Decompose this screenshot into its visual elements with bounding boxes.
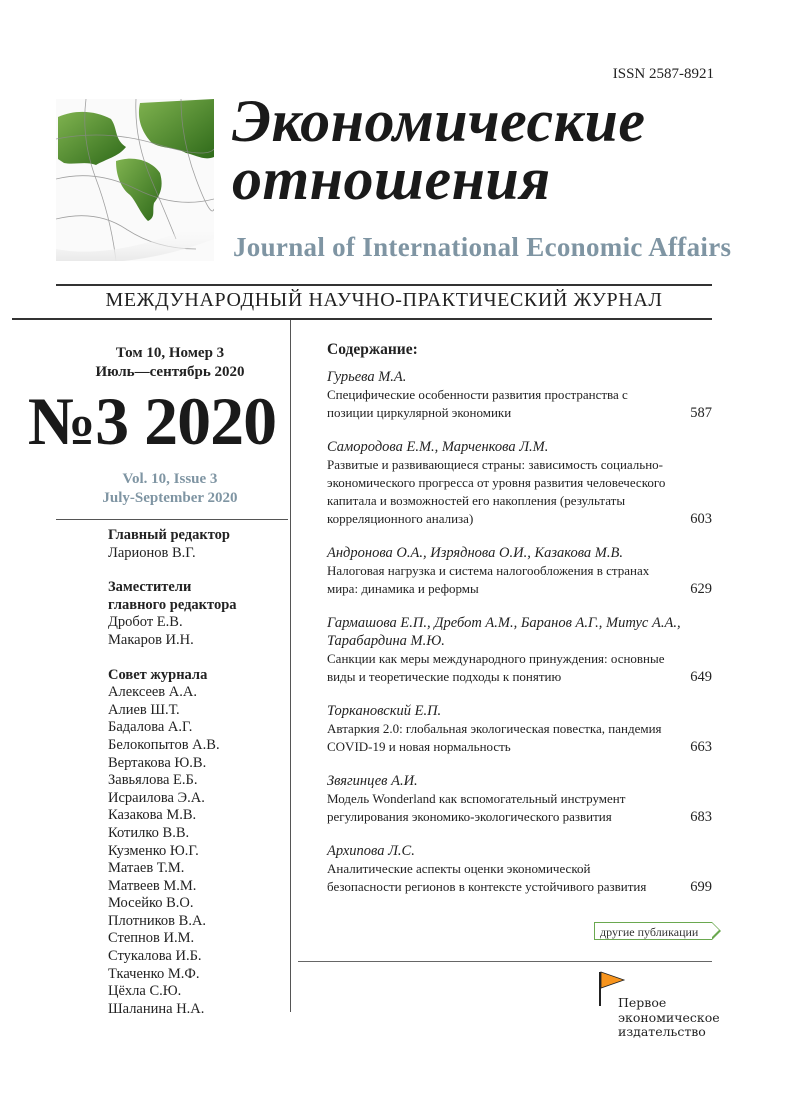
board-member: Казакова М.В. (108, 807, 197, 824)
toc-article-title[interactable]: Налоговая нагрузка и система налогообложения в странах мира: динамика и реформы (327, 563, 650, 596)
board-member: Бадалова А.Г. (108, 719, 193, 736)
contents-heading: Содержание: (327, 341, 418, 358)
chief-editor: Ларионов В.Г. (108, 544, 196, 561)
board-member: Стукалова И.Б. (108, 948, 202, 965)
journal-subtitle: МЕЖДУНАРОДНЫЙ НАУЧНО-ПРАКТИЧЕСКИЙ ЖУРНАЛ (105, 289, 663, 311)
publisher-name (618, 996, 720, 1040)
issue-period-ru: Июль—сентябрь 2020 (95, 364, 245, 380)
toc-entry[interactable] (327, 772, 712, 826)
board-member: Кузменко Ю.Г. (108, 842, 199, 859)
board-member: Алексеев А.А. (108, 684, 197, 701)
toc-authors: Самородова Е.М., Марченкова Л.М. (327, 439, 549, 455)
deputy-editor: Дробот Е.В. (108, 614, 183, 631)
publisher-name-line3: издательство (618, 1024, 706, 1039)
board-member: Вертакова Ю.В. (108, 754, 207, 771)
toc-article-title[interactable]: Модель Wonderland как вспомогательный инструмент регулирования экономико-экологического развития (327, 791, 626, 824)
board-member: Шаланина Н.А. (108, 1000, 205, 1017)
volume-info-en (60, 470, 280, 508)
toc-authors: Торкановский Е.П. (327, 703, 442, 719)
toc-authors: Гурьева М.А. (327, 369, 407, 385)
deputy-editor: Макаров И.Н. (108, 631, 194, 648)
board-member: Исраилова Э.А. (108, 789, 205, 806)
toc-page-number: 699 (690, 879, 712, 895)
table-of-contents (327, 341, 712, 912)
board-member: Алиев Ш.Т. (108, 701, 180, 718)
top-divider (56, 284, 712, 286)
deputies-list (108, 614, 288, 649)
journal-title-ru-line2: отношения (232, 146, 551, 212)
other-publications-link[interactable]: другие публикации (594, 922, 712, 940)
board-member: Мосейко В.О. (108, 895, 194, 912)
publisher-name-line2: экономическое (618, 1009, 720, 1025)
toc-entry[interactable] (327, 438, 712, 528)
toc-entry[interactable] (327, 702, 712, 756)
board-member: Белокопытов А.В. (108, 736, 220, 753)
toc-article-title[interactable]: Специфические особенности развития пространства с позиции циркулярной экономики (327, 387, 628, 420)
volume-info-ru (60, 344, 280, 382)
issue-period-en: July-September 2020 (102, 490, 238, 506)
bottom-divider (298, 961, 712, 962)
board-member: Завьялова Е.Б. (108, 772, 198, 789)
toc-list (327, 368, 712, 896)
toc-page-number: 649 (690, 669, 712, 685)
toc-page-number: 587 (690, 405, 712, 421)
toc-entry[interactable] (327, 614, 712, 686)
toc-authors: Андронова О.А., Изряднова О.И., Казакова М.В. (327, 545, 623, 561)
toc-page-number: 603 (690, 511, 712, 527)
board-list (108, 684, 288, 1018)
volume-number-ru: Том 10, Номер 3 (115, 345, 225, 361)
board-member: Котилко В.В. (108, 824, 190, 841)
toc-authors: Звягинцев А.И. (327, 773, 418, 789)
publisher-name-line1: Первое (618, 995, 667, 1010)
board-member: Ткаченко М.Ф. (108, 965, 200, 982)
toc-article-title[interactable]: Аналитические аспекты оценки экономической безопасности регионов в контексте устойчивого развития (327, 861, 647, 894)
left-divider (56, 519, 288, 520)
issn: ISSN 2587-8921 (612, 66, 714, 82)
issue-number: №3 2020 (27, 383, 277, 459)
toc-page-number: 629 (690, 581, 712, 597)
board-member: Цёхла С.Ю. (108, 983, 182, 1000)
subtitle-divider (12, 318, 712, 320)
board-member: Матаев Т.М. (108, 860, 185, 877)
toc-page-number: 683 (690, 809, 712, 825)
board-member: Плотников В.А. (108, 912, 207, 929)
chief-editor-heading: Главный редактор (108, 527, 230, 543)
puzzle-world-map-icon (56, 99, 214, 261)
toc-article-title[interactable]: Развитые и развивающиеся страны: зависимость социально-экономического прогресса от уровня развития человеческого капитала и возможностей его накопления (результаты корреляционного анализа) (327, 457, 666, 526)
toc-article-title[interactable]: Автаркия 2.0: глобальная экологическая повестка, пандемия COVID-19 и новая нормальность (327, 721, 662, 754)
editorial-board (108, 527, 288, 1018)
deputies-heading-line2: главного редактора (108, 596, 237, 613)
toc-page-number: 663 (690, 739, 712, 755)
toc-entry[interactable] (327, 842, 712, 896)
toc-entry[interactable] (327, 368, 712, 422)
toc-authors: Гармашова Е.П., Дребот А.М., Баранов А.Г., Митус А.А., Тарабардина М.Ю. (327, 615, 681, 649)
toc-article-title[interactable]: Санкции как меры международного принуждения: основные виды и теоретические подходы к понятию (327, 651, 665, 684)
toc-authors: Архипова Л.С. (327, 843, 415, 859)
journal-title-en: Journal of International Economic Affairs (233, 232, 732, 262)
volume-number-en: Vol. 10, Issue 3 (122, 471, 218, 487)
journal-title-ru (232, 88, 646, 212)
board-member: Матвеев М.М. (108, 877, 197, 894)
toc-entry[interactable] (327, 544, 712, 598)
column-divider (290, 320, 291, 1012)
deputies-heading-line1: Заместители (108, 579, 192, 596)
board-heading: Совет журнала (108, 666, 208, 683)
board-member: Степнов И.М. (108, 930, 195, 947)
journal-title-ru-line1: Экономические (232, 88, 646, 154)
